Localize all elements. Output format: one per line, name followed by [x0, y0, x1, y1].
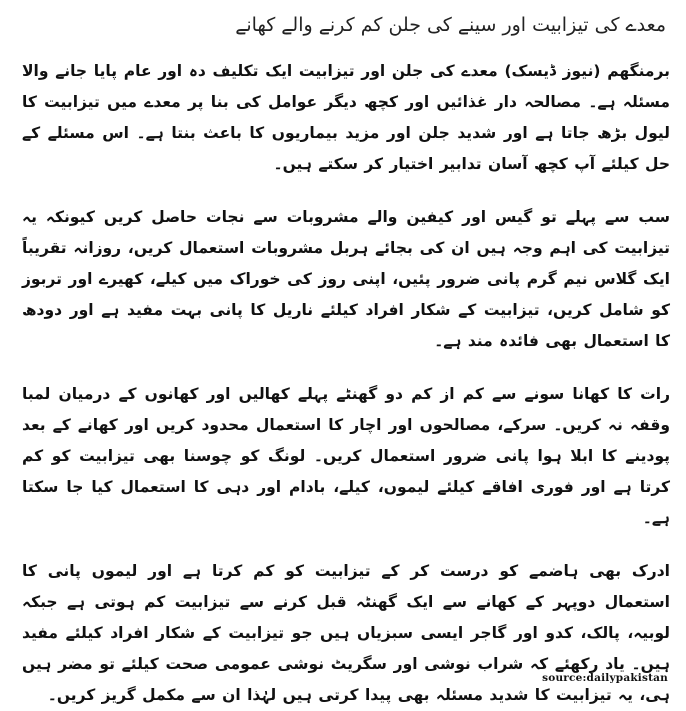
article-paragraph-2: سب سے پہلے تو گیس اور کیفین والے مشروبات سے نجات حاصل کریں کیونکہ یہ تیزابیت کی اہم وجہ ہیں ان کی بجائے ہربل مشروبات استعمال کریں، روزانہ تقریباً ایک گلاس نیم گرم پانی ضرور پئیں، اپنی روز کی خوراک میں کیلے، کھیرے اور تربوز کو شامل کریں، تیزابیت کے شکار افراد کیلئے ناریل کا پانی بہت مفید ہے اور دودھ کا استعمال بھی فائدہ مند ہے۔ — [22, 208, 670, 350]
article-body — [22, 56, 670, 711]
article-paragraph-1: برمنگھم (نیوز ڈیسک) معدے کی جلن اور تیزابیت ایک تکلیف دہ اور عام پایا جانے والا مسئلہ ہے۔ مصالحہ دار غذائیں اور کچھ دیگر عوامل کی بنا پر معدے میں تیزابیت کا لیول بڑھ جاتا ہے اور شدید جلن اور مزید بیماریوں کا باعث بنتا ہے۔ اس مسئلے کے حل کیلئے آپ کچھ آسان تدابیر اختیار کر سکتے ہیں۔ — [22, 62, 670, 173]
article-paragraph-4: ادرک بھی ہاضمے کو درست کر کے تیزابیت کو کم کرتا ہے اور لیموں پانی کا استعمال دوپہر کے کھانے سے ایک گھنٹہ قبل کرنے سے تیزابیت کم ہوتی ہے جبکہ لوبیہ، پالک، کدو اور گاجر ایسی سبزیاں ہیں جو تیزابیت کے شکار افراد کیلئے مفید ہیں۔ یاد رکھئے کہ شراب نوشی اور سگریٹ نوشی عمومی صحت کیلئے تو مضر ہیں ہی، یہ تیزابیت کا شدید مسئلہ بھی پیدا کرتی ہیں لہٰذا ان سے مکمل گریز کریں۔ — [22, 562, 670, 704]
source-credit: source:dailypakistan — [542, 672, 668, 684]
article-paragraph-3: رات کا کھانا سونے سے کم از کم دو گھنٹے پہلے کھالیں اور کھانوں کے درمیان لمبا وقفہ نہ کریں۔ سرکے، مصالحوں اور اچار کا استعمال محدود کریں اور کھانے کے بعد پودینے کا ابلا ہوا پانی ضرور استعمال کریں۔ لونگ کو چوسنا بھی تیزابیت کو کم کرتا ہے اور فوری افاقے کیلئے لیموں، کیلے، بادام اور دہی کا استعمال کیا جا سکتا ہے۔ — [22, 385, 670, 527]
article-title: معدے کی تیزابیت اور سینے کی جلن کم کرنے والے کھانے — [235, 14, 666, 36]
